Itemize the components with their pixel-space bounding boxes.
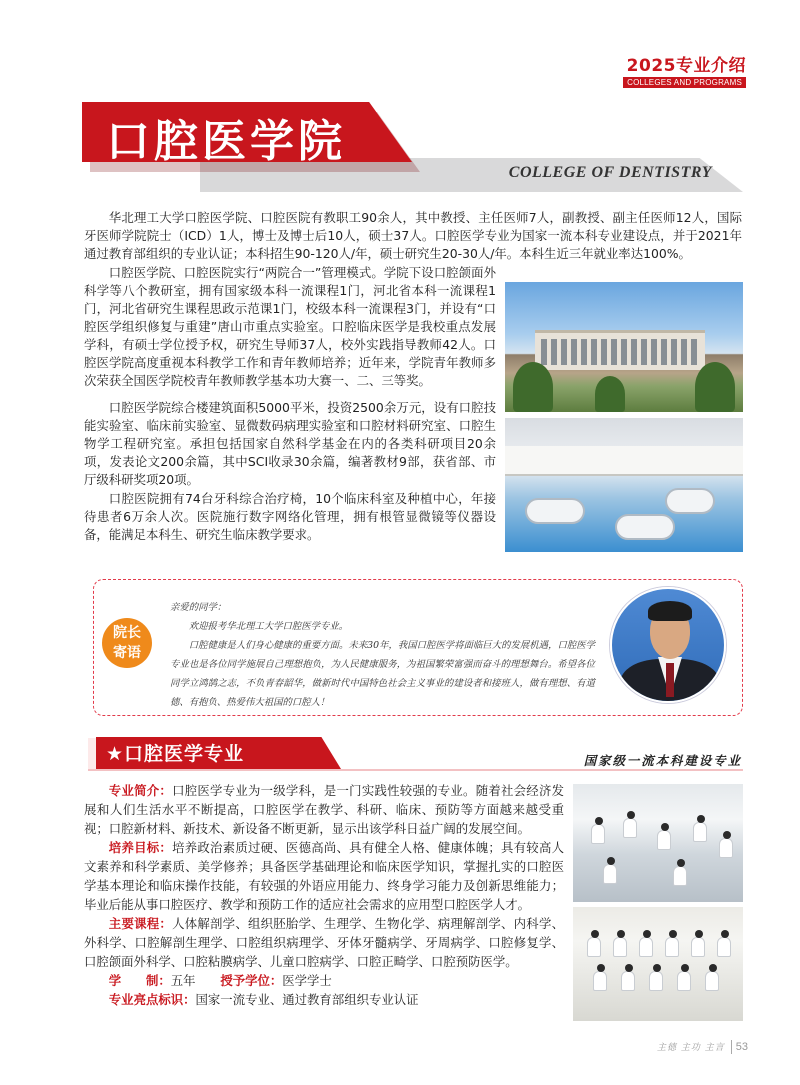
program-goal (84, 838, 564, 914)
courses-text: 人体解剖学、组织胚胎学、生理学、生物化学、病理解剖学、内科学、外科学、口腔解剖生理学、口腔组织病理学、牙体牙髓病学、牙周病学、口腔修复学、口腔颌面外科学、口腔粘膜病学、儿童口腔病学、口腔正畸学、口腔预防医学。 (84, 916, 565, 969)
dean-portrait (610, 587, 726, 703)
college-paragraph-3: 口腔医学院综合楼建筑面积5000平米，投资2500余万元，设有口腔技能实验室、临床前实验室、显微数码病理实验室和口腔材料研究室、口腔生物学工程研究室。承担包括国家自然科学基金在内的各类科研项目20余项，发表论文200余篇，其中SCI收录30余篇，编著教材9部，获省部、市厅级科研奖项20项。 (84, 400, 496, 487)
goal-text: 培养政治素质过硬、医德高尚、具有健全人格、健康体魄；具有较高人文素养和科学素质、美学修养；具备医学基础理论和临床医学知识，掌握扎实的口腔医学基本理论和临床操作技能，有较强的外语应用能力、终身学习能力及创新思维能力；毕业后能从事口腔医疗、教学和预防工作的适应社会需求的应用型口腔医学人才。 (84, 840, 565, 912)
program-highlight (84, 990, 564, 1009)
intro-label: 专业简介： (108, 783, 173, 798)
duration-text: 五年 (170, 973, 196, 988)
header-title: 2025专业介绍 (626, 56, 746, 76)
duration-label: 学 制： (108, 973, 171, 988)
college-paragraph-4: 口腔医院拥有74台牙科综合治疗椅，10个临床科室及种植中心，年接待患者6万余人次。医院施行数字网络化管理，拥有根管显微镜等仪器设备，能满足本科生、研究生临床教学要求。 (84, 491, 496, 542)
clinical-training-photo (573, 784, 743, 902)
dean-badge-line1: 院长 (113, 625, 141, 641)
college-paragraph-2: 口腔医学院、口腔医院实行“两院合一”管理模式。学院下设口腔颌面外科学等八个教研室，拥有国家级本科一流课程1门，河北省本科一流课程1门，河北省研究生课程思政示范课1门，校级本科一流课程3门，并设有“口腔医学组织修复与重建”唐山市重点实验室。口腔临床医学是我校重点发展学科，有硕士学位授予权，研究生导师37人，校外实践指导教师42人。口腔医学院高度重视本科教学工作和青年教师培养；近年来，学院青年教师多次荣获全国医学院校青年教师教学基本功大赛一、二、三等奖。 (84, 265, 496, 388)
program-duration-degree (84, 971, 564, 990)
program-details (84, 781, 564, 1009)
dean-welcome: 欢迎报考华北理工大学口腔医学专业。 (188, 621, 349, 632)
highlight-text: 国家一流专业、通过教育部组织专业认证 (195, 992, 419, 1007)
goal-label: 培养目标： (108, 840, 173, 855)
intro-text: 口腔医学专业为一级学科，是一门实践性较强的专业。随着社会经济发展和人们生活水平不断提高，口腔医学在教学、科研、临床、预防等方面越来越受重视；口腔新材料、新技术、新设备不断更新，显示出该学科日益广阔的发展空间。 (84, 783, 565, 836)
footer-divider (731, 1040, 732, 1054)
dean-badge-line2: 寄语 (113, 645, 141, 661)
program-courses (84, 914, 564, 971)
highlight-label: 专业亮点标识： (108, 992, 196, 1007)
page-footer (657, 1040, 748, 1054)
courses-label: 主要课程： (108, 916, 173, 931)
dean-greeting: 亲爱的同学： (170, 602, 227, 613)
college-paragraph-1: 华北理工大学口腔医学院、口腔医院有教职工90余人，其中教授、主任医师7人，副教授、副主任医师12人，国际牙医师学院院士（ICD）1人，博士及博士后10人，硕士37人。口腔医学专业为国家一流本科专业建设点，并于2021年通过教育部组织的专业认证；本科招生90-120人/年，硕士研究生20-30人/年。本科生近三年就业率达100%。 (84, 210, 742, 261)
program-title: ★口腔医学专业 (106, 743, 245, 765)
degree-text: 医学学士 (282, 973, 332, 988)
college-title-cn: 口腔医学院 (106, 116, 346, 167)
dean-badge (102, 618, 152, 668)
dental-lab-photo (505, 418, 743, 552)
header-subtitle: COLLEGES AND PROGRAMS (623, 77, 746, 88)
page-number: 53 (735, 1041, 748, 1053)
college-title-en: COLLEGE OF DENTISTRY (508, 164, 712, 181)
program-intro (84, 781, 564, 838)
dean-body: 口腔健康是人们身心健康的重要方面。未来30年，我国口腔医学将面临巨大的发展机遇，口腔医学专业也是各位同学施展自己理想抱负，为人民健康服务，为祖国繁荣富强而奋斗的理想舞台。希望各位同学立鸿鹄之志，不负青春韶华，做新时代中国特色社会主义事业的建设者和接班人，做有理想、有道德、有抱负、热爱伟大祖国的口腔人！ (170, 640, 595, 708)
dean-message (170, 598, 595, 712)
footer-motto: 主德 主功 主言 (657, 1043, 725, 1053)
page-header (623, 51, 746, 88)
program-tag: 国家级一流本科建设专业 (583, 753, 742, 768)
building-photo (505, 282, 743, 412)
skills-lab-photo (573, 907, 743, 1021)
degree-label: 授予学位： (220, 973, 283, 988)
